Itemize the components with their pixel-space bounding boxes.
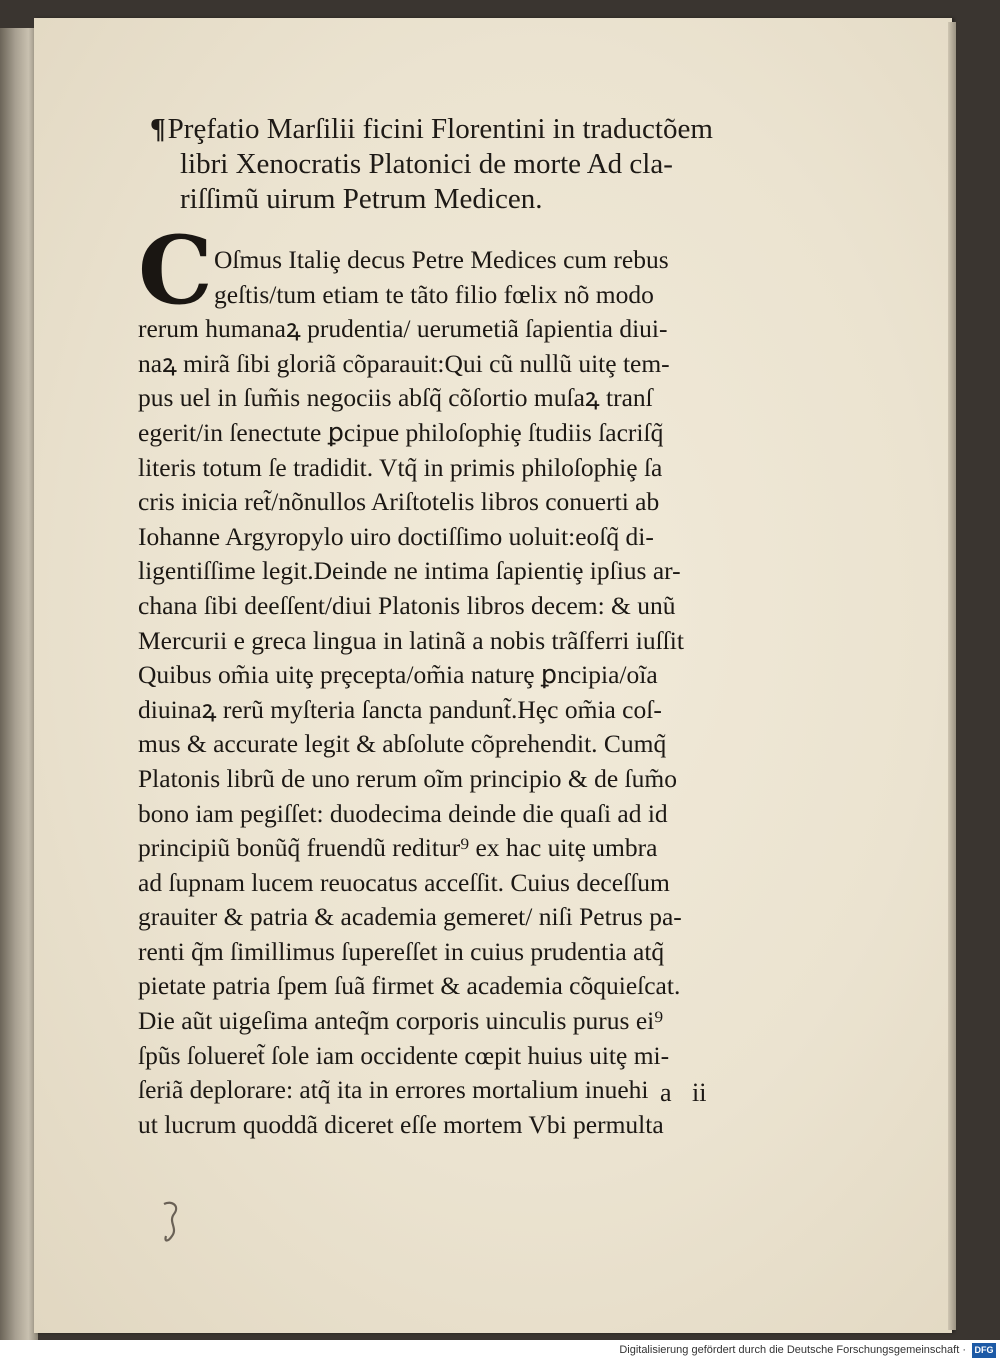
text-line: naꝝ mirã ſibi gloriã cõparauit:Qui cũ nullũ uitȩ tem- (138, 348, 670, 378)
text-line: egerit/in ſenectute ꝑcipue philoſophiȩ ſtudiis ſacriſq̃ (138, 417, 664, 447)
footer-credit: Digitalisierung gefördert durch die Deutsche Forschungsgemeinschaft · (619, 1344, 966, 1356)
text-line: geſtis/tum etiam te tãto filio fœlix nõ modo (214, 279, 654, 309)
right-page-edge (948, 22, 956, 1330)
text-line: ſeriã deplorare: atq̃ ita in errores mortalium inuehi (138, 1075, 649, 1105)
text-line: diuinaꝝ rerũ myſteria ſancta pandunt̃.Hȩc om̃ia coſ- (138, 694, 662, 724)
pilcrow-icon: ¶ (150, 113, 166, 145)
text-line: Mercurii e greca lingua in latinã a nobis trãſferri iuſſit (138, 625, 684, 655)
page-heading (150, 112, 770, 217)
text-line: literis totum ſe tradidit. Vtq̃ in primis philoſophiȩ ſa (138, 452, 663, 482)
text-line: Iohanne Argyropylo uiro doctiſſimo uoluit:eoſq̃ di- (138, 521, 654, 551)
left-page-edge (0, 28, 38, 1340)
text-line: rerum humanaꝝ prudentia/ uerumetiã ſapientia diui- (138, 314, 668, 344)
heading-line: libri Xenocratis Platonici de morte Ad cla- (180, 148, 673, 180)
text-line: mus & accurate legit & abſolute cõprehendit. Cumq̃ (138, 729, 667, 759)
drop-cap: C (138, 216, 213, 326)
text-line: ſpũs ſolueret̃ ſole iam occidente cœpit huius uitȩ mi- (138, 1040, 670, 1070)
text-line: chana ſibi deeſſent/diui Platonis libros decem: & unũ (138, 590, 676, 620)
text-line: ligentiſſime legit.Deinde ne intima ſapientiȩ ipſius ar- (138, 556, 681, 586)
text-line: ad ſupnam lucem reuocatus acceſſit. Cuius deceſſum (138, 867, 670, 897)
text-line: grauiter & patria & academia gemeret/ niſi Petrus pa- (138, 902, 682, 932)
text-line: cris inicia ret̃/nõnullos Ariſtotelis libros conuerti ab (138, 487, 660, 517)
text-line: Die aũt uigeſima anteq̃m corporis uinculis purus ei⁹ (138, 1006, 664, 1036)
text-line: bono iam pegiſſet: duodecima deinde die quaſi ad id (138, 798, 668, 828)
text-line: renti q̃m ſimillimus ſupereſſet in cuius prudentia atq̃ (138, 936, 665, 966)
text-line: pus uel in ſum̃is negociis abſq̃ cõſortio muſaꝝ tranſ (138, 383, 653, 413)
text-line: Quibus om̃ia uitȩ prȩcepta/om̃ia naturȩ ꝑncipia/oĩa (138, 660, 658, 690)
heading-line: ¶Prȩfatio Marſilii ficini Florentini in traductõem (150, 113, 713, 145)
signature-mark: a ii (660, 1078, 707, 1107)
ink-mark-icon (158, 1198, 188, 1246)
text-line: Oſmus Italiȩ decus Petre Medices cum rebus (214, 245, 669, 274)
text-line: ut lucrum quoddã diceret eſſe mortem Vbi permulta (138, 1109, 664, 1139)
text-line: Platonis librũ de uno rerum oĩm principio & de ſum̃o (138, 763, 677, 793)
body-text (138, 243, 763, 1142)
text-line: principiũ bonũq̃ fruendũ reditur⁹ ex hac uitȩ umbra (138, 833, 658, 863)
dfg-logo-icon: DFG (972, 1343, 996, 1358)
text-line: pietate patria ſpem ſuã firmet & academia cõquieſcat. (138, 971, 681, 1001)
heading-line: riſſimũ uirum Petrum Medicen. (180, 183, 543, 215)
footer-bar (0, 1340, 1000, 1363)
